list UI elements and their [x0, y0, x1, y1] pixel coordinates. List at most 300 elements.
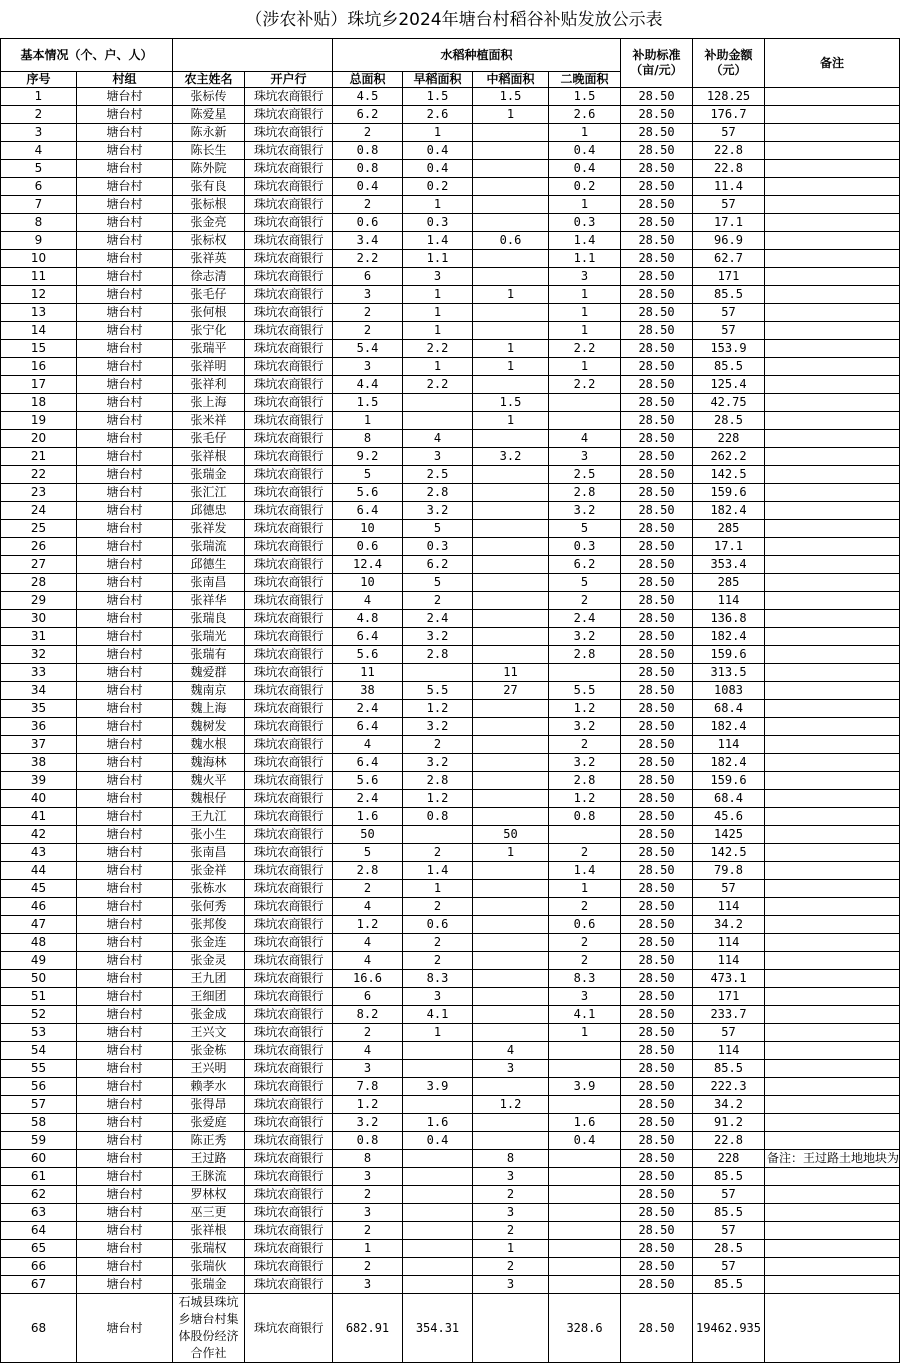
- cell-remark: [765, 340, 900, 358]
- cell-late-area: [549, 1096, 621, 1114]
- cell-total-area: 3: [333, 1060, 403, 1078]
- cell-seq: 40: [1, 790, 77, 808]
- cell-subsidy-standard: 28.50: [621, 304, 693, 322]
- cell-seq: 55: [1, 1060, 77, 1078]
- cell-late-area: 2.2: [549, 376, 621, 394]
- cell-mid-area: [473, 754, 549, 772]
- cell-remark: [765, 790, 900, 808]
- cell-late-area: 2.2: [549, 340, 621, 358]
- cell-remark: [765, 1186, 900, 1204]
- cell-bank: 珠坑农商银行: [245, 88, 333, 106]
- cell-remark: [765, 1024, 900, 1042]
- cell-bank: 珠坑农商银行: [245, 502, 333, 520]
- cell-late-area: 2.8: [549, 646, 621, 664]
- cell-total-area: 2: [333, 322, 403, 340]
- cell-late-area: 0.6: [549, 916, 621, 934]
- cell-subsidy-amount: 153.9: [693, 340, 765, 358]
- cell-mid-area: 1: [473, 1240, 549, 1258]
- cell-seq: 13: [1, 304, 77, 322]
- cell-remark: [765, 1204, 900, 1222]
- cell-farmer: 魏根仔: [173, 790, 245, 808]
- cell-farmer: 张金成: [173, 1006, 245, 1024]
- cell-mid-area: [473, 1114, 549, 1132]
- cell-bank: 珠坑农商银行: [245, 826, 333, 844]
- cell-total-area: 3: [333, 1204, 403, 1222]
- cell-subsidy-standard: 28.50: [621, 844, 693, 862]
- cell-farmer: 张上海: [173, 394, 245, 412]
- cell-seq: 22: [1, 466, 77, 484]
- cell-village: 塘台村: [77, 592, 173, 610]
- cell-subsidy-standard: 28.50: [621, 232, 693, 250]
- cell-early-area: 2: [403, 898, 473, 916]
- cell-subsidy-standard: 28.50: [621, 142, 693, 160]
- cell-village: 塘台村: [77, 286, 173, 304]
- cell-total-area: 0.6: [333, 214, 403, 232]
- cell-seq: 27: [1, 556, 77, 574]
- cell-seq: 12: [1, 286, 77, 304]
- cell-subsidy-amount: 68.4: [693, 790, 765, 808]
- cell-late-area: [549, 1222, 621, 1240]
- cell-mid-area: [473, 880, 549, 898]
- table-row: [1, 340, 900, 358]
- cell-mid-area: [473, 376, 549, 394]
- cell-mid-area: [473, 574, 549, 592]
- cell-subsidy-standard: 28.50: [621, 1060, 693, 1078]
- cell-subsidy-amount: 79.8: [693, 862, 765, 880]
- cell-late-area: 2: [549, 898, 621, 916]
- cell-subsidy-standard: 28.50: [621, 322, 693, 340]
- cell-farmer: 张瑞金: [173, 1276, 245, 1294]
- header-farmer: 农主姓名: [173, 72, 245, 88]
- cell-mid-area: 3.2: [473, 448, 549, 466]
- cell-seq: 53: [1, 1024, 77, 1042]
- cell-farmer: 张何根: [173, 304, 245, 322]
- cell-subsidy-amount: 57: [693, 880, 765, 898]
- cell-seq: 54: [1, 1042, 77, 1060]
- cell-remark: [765, 952, 900, 970]
- cell-bank: 珠坑农商银行: [245, 520, 333, 538]
- cell-subsidy-amount: 68.4: [693, 700, 765, 718]
- cell-remark: [765, 160, 900, 178]
- cell-early-area: 1.2: [403, 700, 473, 718]
- cell-mid-area: [473, 214, 549, 232]
- cell-remark: [765, 1114, 900, 1132]
- cell-bank: 珠坑农商银行: [245, 1150, 333, 1168]
- cell-late-area: 3.2: [549, 754, 621, 772]
- cell-remark: [765, 1258, 900, 1276]
- cell-total-area: 6: [333, 268, 403, 286]
- cell-subsidy-standard: 28.50: [621, 412, 693, 430]
- cell-mid-area: 27: [473, 682, 549, 700]
- cell-seq: 18: [1, 394, 77, 412]
- cell-total-area: 8.2: [333, 1006, 403, 1024]
- table-row: [1, 1150, 900, 1168]
- cell-subsidy-amount: 19462.935: [693, 1294, 765, 1363]
- cell-subsidy-amount: 57: [693, 1258, 765, 1276]
- cell-subsidy-amount: 128.25: [693, 88, 765, 106]
- cell-subsidy-standard: 28.50: [621, 358, 693, 376]
- cell-total-area: 0.8: [333, 160, 403, 178]
- cell-subsidy-amount: 353.4: [693, 556, 765, 574]
- table-row: [1, 214, 900, 232]
- cell-farmer: 王兴明: [173, 1060, 245, 1078]
- cell-subsidy-standard: 28.50: [621, 538, 693, 556]
- cell-subsidy-amount: 182.4: [693, 628, 765, 646]
- cell-seq: 37: [1, 736, 77, 754]
- subsidy-table: [0, 38, 900, 1363]
- cell-seq: 68: [1, 1294, 77, 1363]
- cell-bank: 珠坑农商银行: [245, 808, 333, 826]
- cell-remark: [765, 358, 900, 376]
- cell-late-area: 0.4: [549, 160, 621, 178]
- cell-total-area: 0.4: [333, 178, 403, 196]
- table-row: [1, 1114, 900, 1132]
- header-empty: [173, 39, 333, 72]
- cell-subsidy-standard: 28.50: [621, 196, 693, 214]
- table-body: [1, 88, 900, 1363]
- table-row: [1, 574, 900, 592]
- cell-seq: 26: [1, 538, 77, 556]
- cell-seq: 10: [1, 250, 77, 268]
- cell-farmer: 张金灵: [173, 952, 245, 970]
- cell-seq: 17: [1, 376, 77, 394]
- cell-farmer: 张米祥: [173, 412, 245, 430]
- table-row: [1, 952, 900, 970]
- cell-seq: 51: [1, 988, 77, 1006]
- cell-seq: 14: [1, 322, 77, 340]
- cell-bank: 珠坑农商银行: [245, 124, 333, 142]
- cell-remark: [765, 376, 900, 394]
- cell-subsidy-standard: 28.50: [621, 1258, 693, 1276]
- cell-village: 塘台村: [77, 448, 173, 466]
- cell-mid-area: 2: [473, 1222, 549, 1240]
- cell-village: 塘台村: [77, 358, 173, 376]
- cell-subsidy-standard: 28.50: [621, 610, 693, 628]
- cell-total-area: 3: [333, 1168, 403, 1186]
- cell-village: 塘台村: [77, 1132, 173, 1150]
- cell-early-area: 0.8: [403, 808, 473, 826]
- cell-remark: [765, 1132, 900, 1150]
- cell-remark: [765, 448, 900, 466]
- cell-remark: [765, 556, 900, 574]
- cell-subsidy-amount: 285: [693, 574, 765, 592]
- cell-total-area: 2.4: [333, 700, 403, 718]
- cell-total-area: 3: [333, 286, 403, 304]
- cell-remark: [765, 196, 900, 214]
- cell-mid-area: [473, 178, 549, 196]
- cell-bank: 珠坑农商银行: [245, 1114, 333, 1132]
- cell-bank: 珠坑农商银行: [245, 1294, 333, 1363]
- table-row: [1, 304, 900, 322]
- cell-village: 塘台村: [77, 304, 173, 322]
- cell-farmer: 张祥根: [173, 448, 245, 466]
- cell-total-area: 1: [333, 412, 403, 430]
- cell-seq: 25: [1, 520, 77, 538]
- cell-subsidy-standard: 28.50: [621, 88, 693, 106]
- cell-late-area: 3.2: [549, 718, 621, 736]
- cell-remark: [765, 178, 900, 196]
- cell-mid-area: [473, 700, 549, 718]
- cell-total-area: 1.5: [333, 394, 403, 412]
- cell-village: 塘台村: [77, 394, 173, 412]
- cell-bank: 珠坑农商银行: [245, 934, 333, 952]
- cell-seq: 66: [1, 1258, 77, 1276]
- cell-remark: [765, 988, 900, 1006]
- cell-early-area: 1.6: [403, 1114, 473, 1132]
- cell-mid-area: 3: [473, 1276, 549, 1294]
- cell-bank: 珠坑农商银行: [245, 862, 333, 880]
- cell-early-area: [403, 1222, 473, 1240]
- cell-subsidy-amount: 42.75: [693, 394, 765, 412]
- cell-subsidy-amount: 85.5: [693, 1276, 765, 1294]
- cell-early-area: 3.2: [403, 502, 473, 520]
- cell-subsidy-standard: 28.50: [621, 970, 693, 988]
- cell-village: 塘台村: [77, 1024, 173, 1042]
- cell-mid-area: [473, 718, 549, 736]
- cell-early-area: [403, 1096, 473, 1114]
- cell-subsidy-amount: 57: [693, 304, 765, 322]
- table-row: [1, 808, 900, 826]
- cell-total-area: 0.8: [333, 142, 403, 160]
- cell-late-area: 0.3: [549, 538, 621, 556]
- table-row: [1, 1024, 900, 1042]
- cell-total-area: 1.2: [333, 1096, 403, 1114]
- cell-mid-area: [473, 808, 549, 826]
- table-row: [1, 178, 900, 196]
- cell-remark: [765, 1168, 900, 1186]
- cell-total-area: 8: [333, 430, 403, 448]
- cell-early-area: 2.4: [403, 610, 473, 628]
- cell-seq: 67: [1, 1276, 77, 1294]
- cell-late-area: 3: [549, 448, 621, 466]
- cell-mid-area: [473, 898, 549, 916]
- cell-seq: 2: [1, 106, 77, 124]
- cell-village: 塘台村: [77, 1294, 173, 1363]
- cell-late-area: 4: [549, 430, 621, 448]
- cell-early-area: 1: [403, 304, 473, 322]
- cell-late-area: 2: [549, 934, 621, 952]
- cell-early-area: 2: [403, 736, 473, 754]
- cell-village: 塘台村: [77, 520, 173, 538]
- cell-bank: 珠坑农商银行: [245, 412, 333, 430]
- cell-total-area: 10: [333, 574, 403, 592]
- cell-subsidy-amount: 114: [693, 592, 765, 610]
- cell-remark: [765, 880, 900, 898]
- cell-farmer: 王过路: [173, 1150, 245, 1168]
- cell-mid-area: 1: [473, 340, 549, 358]
- cell-farmer: 张毛仔: [173, 430, 245, 448]
- cell-seq: 19: [1, 412, 77, 430]
- cell-early-area: [403, 412, 473, 430]
- cell-farmer: 石城县珠坑乡塘台村集体股份经济合作社: [173, 1294, 245, 1363]
- cell-village: 塘台村: [77, 1060, 173, 1078]
- cell-subsidy-standard: 28.50: [621, 1042, 693, 1060]
- cell-subsidy-standard: 28.50: [621, 664, 693, 682]
- cell-subsidy-amount: 17.1: [693, 538, 765, 556]
- cell-bank: 珠坑农商银行: [245, 970, 333, 988]
- cell-village: 塘台村: [77, 196, 173, 214]
- cell-subsidy-standard: 28.50: [621, 934, 693, 952]
- cell-total-area: 5.4: [333, 340, 403, 358]
- cell-remark: [765, 304, 900, 322]
- cell-early-area: 2: [403, 934, 473, 952]
- cell-late-area: 2: [549, 736, 621, 754]
- cell-bank: 珠坑农商银行: [245, 916, 333, 934]
- cell-total-area: 0.6: [333, 538, 403, 556]
- cell-mid-area: [473, 916, 549, 934]
- cell-subsidy-standard: 28.50: [621, 340, 693, 358]
- cell-village: 塘台村: [77, 268, 173, 286]
- cell-subsidy-amount: 28.5: [693, 1240, 765, 1258]
- cell-mid-area: [473, 862, 549, 880]
- cell-subsidy-amount: 114: [693, 934, 765, 952]
- cell-bank: 珠坑农商银行: [245, 592, 333, 610]
- cell-village: 塘台村: [77, 826, 173, 844]
- cell-subsidy-standard: 28.50: [621, 592, 693, 610]
- cell-bank: 珠坑农商银行: [245, 718, 333, 736]
- cell-subsidy-amount: 114: [693, 736, 765, 754]
- cell-bank: 珠坑农商银行: [245, 1132, 333, 1150]
- cell-seq: 30: [1, 610, 77, 628]
- table-row: [1, 592, 900, 610]
- cell-bank: 珠坑农商银行: [245, 628, 333, 646]
- cell-early-area: 3: [403, 448, 473, 466]
- cell-late-area: 1.4: [549, 862, 621, 880]
- cell-early-area: 2.8: [403, 646, 473, 664]
- cell-farmer: 邱德生: [173, 556, 245, 574]
- cell-remark: [765, 592, 900, 610]
- cell-subsidy-amount: 159.6: [693, 484, 765, 502]
- cell-late-area: 1.5: [549, 88, 621, 106]
- cell-subsidy-amount: 228: [693, 1150, 765, 1168]
- cell-late-area: 2.5: [549, 466, 621, 484]
- cell-subsidy-amount: 233.7: [693, 1006, 765, 1024]
- cell-mid-area: [473, 304, 549, 322]
- cell-village: 塘台村: [77, 862, 173, 880]
- cell-early-area: 2.2: [403, 376, 473, 394]
- cell-early-area: [403, 826, 473, 844]
- cell-subsidy-amount: 22.8: [693, 142, 765, 160]
- cell-subsidy-standard: 28.50: [621, 1096, 693, 1114]
- table-row: [1, 1258, 900, 1276]
- cell-bank: 珠坑农商银行: [245, 844, 333, 862]
- cell-remark: [765, 88, 900, 106]
- cell-early-area: 1.4: [403, 862, 473, 880]
- cell-late-area: 1: [549, 1024, 621, 1042]
- cell-mid-area: [473, 466, 549, 484]
- cell-village: 塘台村: [77, 466, 173, 484]
- header-village: 村组: [77, 72, 173, 88]
- cell-seq: 38: [1, 754, 77, 772]
- cell-farmer: 王兴文: [173, 1024, 245, 1042]
- cell-village: 塘台村: [77, 628, 173, 646]
- cell-late-area: [549, 826, 621, 844]
- cell-bank: 珠坑农商银行: [245, 178, 333, 196]
- cell-subsidy-amount: 176.7: [693, 106, 765, 124]
- cell-subsidy-standard: 28.50: [621, 628, 693, 646]
- cell-mid-area: [473, 124, 549, 142]
- cell-late-area: 2.8: [549, 484, 621, 502]
- table-row: [1, 124, 900, 142]
- cell-farmer: 张瑞平: [173, 340, 245, 358]
- cell-farmer: 张瑞光: [173, 628, 245, 646]
- table-row: [1, 484, 900, 502]
- cell-total-area: 2: [333, 1222, 403, 1240]
- cell-farmer: 张瑞伙: [173, 1258, 245, 1276]
- cell-early-area: [403, 1186, 473, 1204]
- cell-subsidy-standard: 28.50: [621, 1294, 693, 1363]
- cell-seq: 49: [1, 952, 77, 970]
- cell-bank: 珠坑农商银行: [245, 1024, 333, 1042]
- cell-remark: [765, 520, 900, 538]
- table-row: [1, 1276, 900, 1294]
- cell-subsidy-amount: 62.7: [693, 250, 765, 268]
- table-row: [1, 1060, 900, 1078]
- table-row: [1, 376, 900, 394]
- cell-seq: 50: [1, 970, 77, 988]
- cell-total-area: 4: [333, 736, 403, 754]
- cell-subsidy-amount: 85.5: [693, 358, 765, 376]
- cell-bank: 珠坑农商银行: [245, 466, 333, 484]
- cell-remark: [765, 538, 900, 556]
- cell-total-area: 4.8: [333, 610, 403, 628]
- table-row: [1, 106, 900, 124]
- cell-subsidy-standard: 28.50: [621, 682, 693, 700]
- cell-village: 塘台村: [77, 772, 173, 790]
- cell-subsidy-amount: 262.2: [693, 448, 765, 466]
- cell-subsidy-standard: 28.50: [621, 898, 693, 916]
- cell-farmer: 陈爱星: [173, 106, 245, 124]
- cell-subsidy-standard: 28.50: [621, 574, 693, 592]
- cell-farmer: 张金栋: [173, 1042, 245, 1060]
- cell-mid-area: [473, 772, 549, 790]
- cell-farmer: 张何秀: [173, 898, 245, 916]
- cell-early-area: 1.2: [403, 790, 473, 808]
- cell-village: 塘台村: [77, 538, 173, 556]
- cell-late-area: [549, 412, 621, 430]
- cell-mid-area: 8: [473, 1150, 549, 1168]
- cell-late-area: [549, 394, 621, 412]
- cell-mid-area: [473, 646, 549, 664]
- cell-subsidy-amount: 17.1: [693, 214, 765, 232]
- cell-mid-area: [473, 952, 549, 970]
- cell-early-area: 3.9: [403, 1078, 473, 1096]
- cell-village: 塘台村: [77, 250, 173, 268]
- table-row: [1, 1222, 900, 1240]
- cell-subsidy-standard: 28.50: [621, 826, 693, 844]
- cell-bank: 珠坑农商银行: [245, 736, 333, 754]
- cell-mid-area: [473, 160, 549, 178]
- cell-total-area: 50: [333, 826, 403, 844]
- cell-remark: [765, 430, 900, 448]
- cell-subsidy-amount: 313.5: [693, 664, 765, 682]
- table-row: [1, 916, 900, 934]
- cell-late-area: 1: [549, 124, 621, 142]
- cell-subsidy-amount: 473.1: [693, 970, 765, 988]
- cell-village: 塘台村: [77, 430, 173, 448]
- header-mid-area: 中稻面积: [473, 72, 549, 88]
- cell-subsidy-amount: 171: [693, 268, 765, 286]
- cell-seq: 36: [1, 718, 77, 736]
- cell-remark: [765, 682, 900, 700]
- cell-seq: 61: [1, 1168, 77, 1186]
- cell-early-area: 3.2: [403, 754, 473, 772]
- table-row: [1, 448, 900, 466]
- cell-farmer: 张毛仔: [173, 286, 245, 304]
- cell-subsidy-standard: 28.50: [621, 988, 693, 1006]
- cell-subsidy-standard: 28.50: [621, 484, 693, 502]
- cell-seq: 20: [1, 430, 77, 448]
